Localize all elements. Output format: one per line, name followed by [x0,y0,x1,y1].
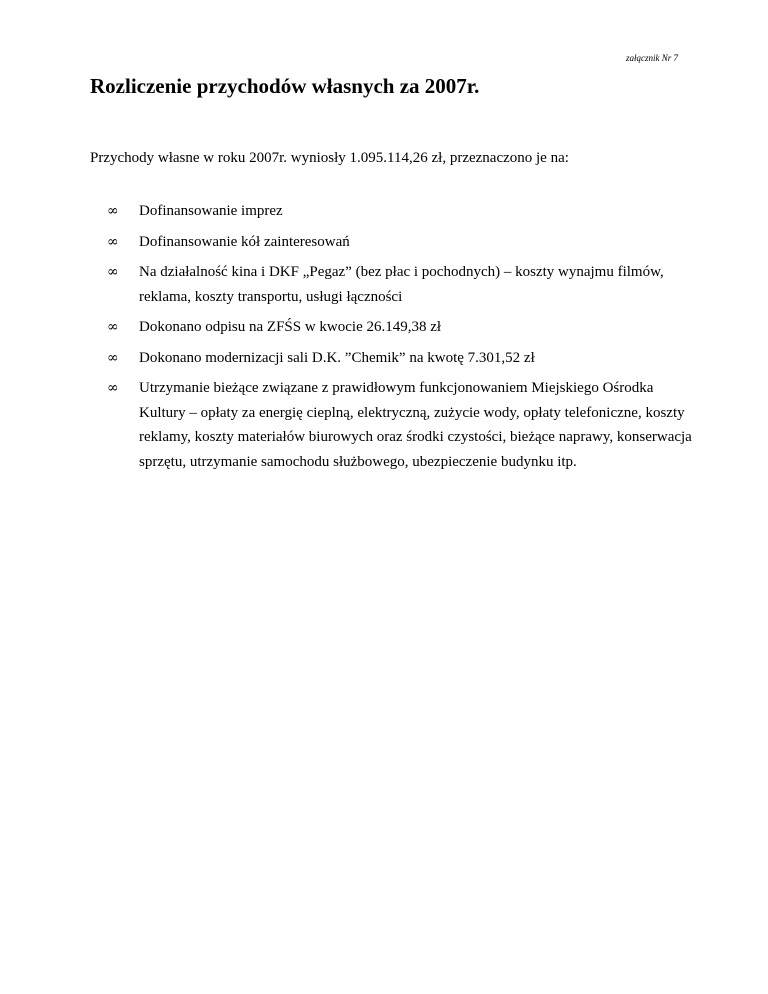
list-item [0,315,768,340]
list-item [0,346,768,371]
list-item-text: Dokonano odpisu na ZFŚS w kwocie 26.149,38 zł [139,319,442,335]
list-item-text: Dofinansowanie kół zainteresowań [139,233,350,250]
list-item [0,230,768,255]
intro-paragraph: Przychody własne w roku 2007r. wyniosły 1.095.114,26 zł, przeznaczono je na: [90,150,569,166]
list-item-text: Dofinansowanie imprez [139,203,283,219]
attachment-label: załącznik Nr 7 [625,53,678,63]
document-title: Rozliczenie przychodów własnych za 2007r. [90,74,480,98]
infinity-bullet-icon: ∞ [107,233,119,250]
list-item [0,376,768,474]
infinity-bullet-icon: ∞ [107,349,119,366]
expense-list [0,199,768,480]
infinity-bullet-icon: ∞ [107,380,119,396]
list-item-text: Dokonano modernizacji sali D.K. ”Chemik” na kwotę 7.301,52 zł [139,349,535,366]
infinity-bullet-icon: ∞ [107,264,119,280]
infinity-bullet-icon: ∞ [107,319,119,335]
list-item-text: Na działalność kina i DKF „Pegaz” (bez płac i pochodnych) – koszty wynajmu filmów, reklama, koszty transportu, usługi łączności [139,264,664,305]
list-item-text: Utrzymanie bieżące związane z prawidłowym funkcjonowaniem Miejskiego Ośrodka Kultury – opłaty za energię cieplną, elektryczną, zużycie wody, opłaty telefoniczne, koszty reklamy, koszty materiałów biurowych oraz środki czystości, bieżące naprawy, konserwacja sprzętu, utrzymanie samochodu służbowego, ubezpieczenie budynku itp. [139,380,692,470]
list-item [0,260,768,309]
infinity-bullet-icon: ∞ [107,203,119,219]
list-item [0,199,768,224]
